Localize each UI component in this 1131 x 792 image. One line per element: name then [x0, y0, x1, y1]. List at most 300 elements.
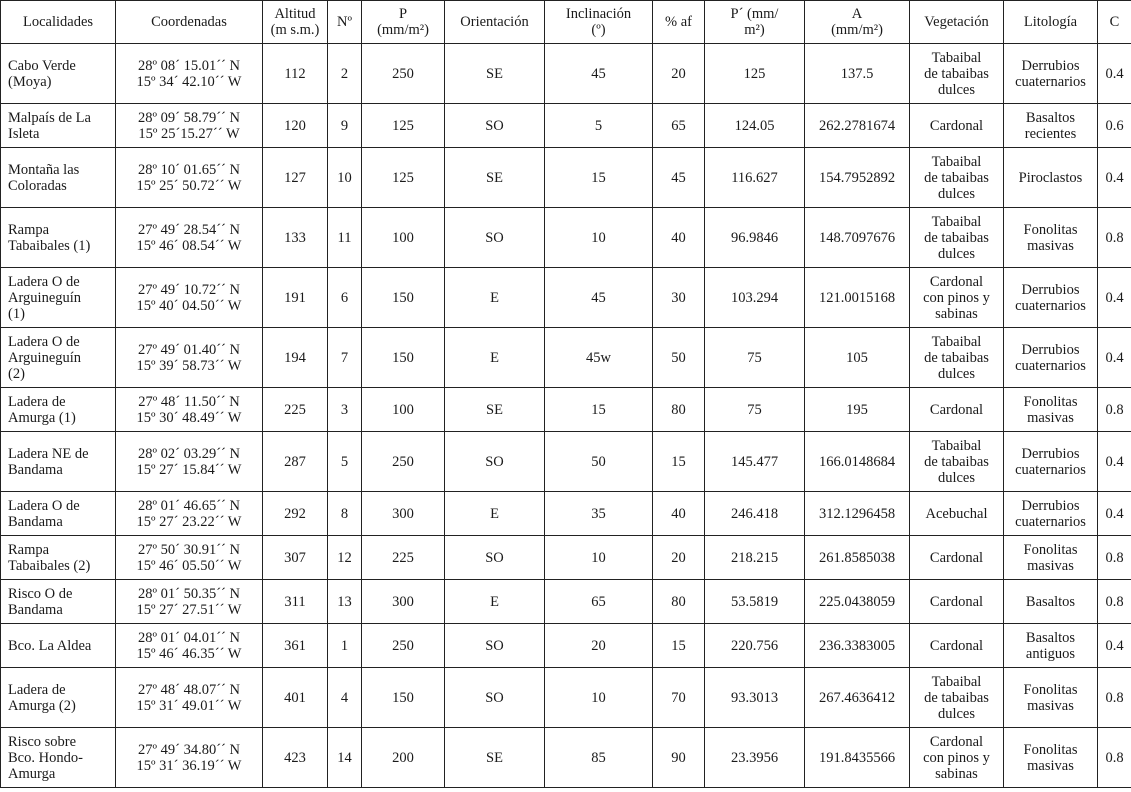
cell-c — [1098, 432, 1131, 492]
cell-text-af: 80 — [671, 401, 686, 418]
cell-numero — [328, 328, 362, 388]
cell-text-af: 15 — [671, 453, 686, 470]
cell-text-litologia: Basaltos — [1025, 593, 1076, 610]
cell-text-a: 267.4636412 — [818, 689, 896, 706]
cell-text-inclinacion: 20 — [591, 637, 606, 654]
cell-text-localidad: Bco. La Aldea — [8, 637, 92, 654]
cell-text-n: 11 — [337, 229, 352, 246]
cell-text-c: 0.4 — [1105, 169, 1124, 186]
cell-vegetacion — [910, 432, 1004, 492]
cell-text-orientacion: SO — [485, 637, 504, 654]
cell-a — [805, 536, 910, 580]
cell-orientacion — [445, 328, 545, 388]
header-label: Inclinación (º) — [565, 6, 632, 38]
cell-text-vegetacion: Tabaibal de tabaibas dulces — [924, 49, 989, 98]
cell-text-inclinacion: 10 — [591, 689, 606, 706]
cell-text-p2: 218.215 — [730, 549, 779, 566]
cell-c — [1098, 728, 1131, 788]
cell-c — [1098, 268, 1131, 328]
cell-text-inclinacion: 15 — [591, 169, 606, 186]
table-row — [1, 104, 1131, 148]
cell-af — [653, 268, 705, 328]
header-label: % af — [665, 14, 692, 30]
cell-numero — [328, 624, 362, 668]
cell-altitud — [263, 328, 328, 388]
cell-text-localidad: Malpaís de La Isleta — [8, 109, 91, 142]
table-header — [1, 1, 1131, 44]
cell-localidad — [1, 268, 116, 328]
cell-numero — [328, 728, 362, 788]
cell-text-p2: 145.477 — [730, 453, 779, 470]
cell-text-n: 6 — [340, 289, 349, 306]
cell-af — [653, 388, 705, 432]
cell-coordenadas — [116, 728, 263, 788]
cell-text-orientacion: E — [490, 289, 499, 306]
cell-vegetacion — [910, 268, 1004, 328]
cell-inclinacion — [545, 624, 653, 668]
cell-localidad — [1, 492, 116, 536]
cell-text-a: 148.7097676 — [818, 229, 896, 246]
cell-precipitacion — [362, 536, 445, 580]
cell-text-c: 0.8 — [1105, 593, 1124, 610]
cell-coordenadas — [116, 432, 263, 492]
cell-text-litologia: Derrubios cuaternarios — [1015, 341, 1086, 374]
cell-coordenadas — [116, 668, 263, 728]
cell-text-n: 3 — [340, 401, 349, 418]
cell-precipitacion — [362, 388, 445, 432]
cell-c — [1098, 624, 1131, 668]
cell-text-orientacion: SE — [486, 401, 503, 418]
cell-orientacion — [445, 268, 545, 328]
cell-text-litologia: Basaltos recientes — [1024, 109, 1077, 142]
table-body — [1, 44, 1131, 788]
cell-text-vegetacion: Acebuchal — [925, 505, 988, 522]
cell-c — [1098, 580, 1131, 624]
cell-text-p: 100 — [392, 401, 414, 418]
header-label: Vegetación — [924, 14, 989, 30]
cell-text-altitud: 307 — [284, 549, 306, 566]
cell-text-coord: 27º 48´ 48.07´´ N 15º 31´ 49.01´´ W — [136, 681, 242, 714]
cell-text-c: 0.8 — [1105, 229, 1124, 246]
cell-precipitacion — [362, 668, 445, 728]
cell-text-coord: 28º 01´ 04.01´´ N 15º 46´ 46.35´´ W — [136, 629, 242, 662]
cell-text-af: 20 — [671, 549, 686, 566]
cell-af — [653, 432, 705, 492]
cell-af — [653, 536, 705, 580]
cell-text-n: 12 — [337, 549, 352, 566]
cell-text-p: 125 — [392, 169, 414, 186]
cell-precipitacion — [362, 624, 445, 668]
cell-inclinacion — [545, 44, 653, 104]
cell-localidad — [1, 728, 116, 788]
cell-text-localidad: Risco sobre Bco. Hondo- Amurga — [8, 733, 83, 782]
cell-a — [805, 208, 910, 268]
cell-c — [1098, 148, 1131, 208]
cell-p-prima — [705, 668, 805, 728]
cell-text-n: 14 — [337, 749, 352, 766]
cell-text-altitud: 311 — [284, 593, 306, 610]
cell-litologia — [1004, 580, 1098, 624]
cell-a — [805, 432, 910, 492]
cell-text-vegetacion: Tabaibal de tabaibas dulces — [924, 673, 989, 722]
cell-text-coord: 27º 49´ 28.54´´ N 15º 46´ 08.54´´ W — [136, 221, 242, 254]
cell-af — [653, 668, 705, 728]
cell-text-localidad: Cabo Verde (Moya) — [8, 57, 76, 90]
cell-inclinacion — [545, 268, 653, 328]
cell-localidad — [1, 536, 116, 580]
cell-text-localidad: Rampa Tabaibales (1) — [8, 221, 91, 254]
cell-inclinacion — [545, 580, 653, 624]
cell-text-localidad: Montaña las Coloradas — [8, 161, 80, 194]
cell-text-orientacion: E — [490, 593, 499, 610]
table-row — [1, 44, 1131, 104]
cell-inclinacion — [545, 728, 653, 788]
cell-localidad — [1, 432, 116, 492]
cell-text-inclinacion: 45 — [591, 65, 606, 82]
header-cell — [1, 1, 116, 44]
cell-text-vegetacion: Tabaibal de tabaibas dulces — [924, 437, 989, 486]
cell-p-prima — [705, 328, 805, 388]
cell-text-altitud: 287 — [284, 453, 306, 470]
cell-c — [1098, 492, 1131, 536]
cell-text-p: 225 — [392, 549, 414, 566]
cell-text-c: 0.4 — [1105, 453, 1124, 470]
cell-inclinacion — [545, 492, 653, 536]
cell-litologia — [1004, 44, 1098, 104]
cell-vegetacion — [910, 388, 1004, 432]
cell-text-coord: 27º 49´ 10.72´´ N 15º 40´ 04.50´´ W — [136, 281, 242, 314]
cell-p-prima — [705, 268, 805, 328]
cell-coordenadas — [116, 388, 263, 432]
cell-af — [653, 728, 705, 788]
cell-text-altitud: 120 — [284, 117, 306, 134]
cell-numero — [328, 208, 362, 268]
table-row — [1, 208, 1131, 268]
cell-text-af: 90 — [671, 749, 686, 766]
cell-inclinacion — [545, 104, 653, 148]
cell-text-p2: 103.294 — [730, 289, 779, 306]
cell-af — [653, 44, 705, 104]
cell-orientacion — [445, 624, 545, 668]
cell-text-n: 9 — [340, 117, 349, 134]
cell-text-vegetacion: Tabaibal de tabaibas dulces — [924, 153, 989, 202]
cell-p-prima — [705, 208, 805, 268]
cell-altitud — [263, 624, 328, 668]
cell-text-orientacion: SO — [485, 117, 504, 134]
cell-text-af: 45 — [671, 169, 686, 186]
cell-text-n: 7 — [340, 349, 349, 366]
table-row — [1, 432, 1131, 492]
cell-text-n: 4 — [340, 689, 349, 706]
cell-numero — [328, 148, 362, 208]
header-cell — [1098, 1, 1131, 44]
cell-localidad — [1, 44, 116, 104]
cell-numero — [328, 104, 362, 148]
cell-a — [805, 104, 910, 148]
cell-text-litologia: Piroclastos — [1018, 169, 1083, 186]
header-cell — [1004, 1, 1098, 44]
cell-text-c: 0.4 — [1105, 349, 1124, 366]
header-cell — [805, 1, 910, 44]
cell-text-a: 225.0438059 — [818, 593, 896, 610]
cell-numero — [328, 388, 362, 432]
cell-text-n: 2 — [340, 65, 349, 82]
cell-orientacion — [445, 148, 545, 208]
cell-text-localidad: Ladera de Amurga (2) — [8, 681, 76, 714]
cell-p-prima — [705, 104, 805, 148]
cell-a — [805, 148, 910, 208]
cell-inclinacion — [545, 668, 653, 728]
header-label: P´ (mm/ m²) — [730, 6, 779, 38]
cell-coordenadas — [116, 624, 263, 668]
cell-coordenadas — [116, 104, 263, 148]
cell-text-p2: 53.5819 — [730, 593, 779, 610]
cell-orientacion — [445, 208, 545, 268]
cell-text-coord: 27º 49´ 01.40´´ N 15º 39´ 58.73´´ W — [136, 341, 242, 374]
cell-numero — [328, 580, 362, 624]
cell-text-c: 0.4 — [1105, 637, 1124, 654]
cell-vegetacion — [910, 624, 1004, 668]
cell-a — [805, 268, 910, 328]
cell-text-vegetacion: Cardonal con pinos y sabinas — [923, 733, 990, 782]
header-cell — [362, 1, 445, 44]
cell-text-inclinacion: 15 — [591, 401, 606, 418]
cell-litologia — [1004, 388, 1098, 432]
cell-precipitacion — [362, 492, 445, 536]
cell-precipitacion — [362, 728, 445, 788]
cell-text-localidad: Risco O de Bandama — [8, 585, 73, 618]
cell-text-c: 0.4 — [1105, 505, 1124, 522]
cell-text-localidad: Ladera NE de Bandama — [8, 445, 89, 478]
cell-vegetacion — [910, 148, 1004, 208]
cell-p-prima — [705, 432, 805, 492]
cell-inclinacion — [545, 148, 653, 208]
cell-text-vegetacion: Tabaibal de tabaibas dulces — [924, 333, 989, 382]
cell-text-p: 150 — [392, 689, 414, 706]
cell-text-af: 15 — [671, 637, 686, 654]
cell-litologia — [1004, 328, 1098, 388]
cell-text-c: 0.8 — [1105, 401, 1124, 418]
cell-text-p2: 93.3013 — [730, 689, 779, 706]
cell-coordenadas — [116, 44, 263, 104]
table-row — [1, 268, 1131, 328]
cell-text-a: 166.0148684 — [818, 453, 896, 470]
cell-precipitacion — [362, 328, 445, 388]
cell-coordenadas — [116, 328, 263, 388]
cell-text-localidad: Ladera O de Arguineguín (1) — [8, 273, 82, 322]
cell-text-orientacion: E — [490, 505, 499, 522]
header-label: Litología — [1023, 14, 1078, 30]
cell-text-inclinacion: 45 — [591, 289, 606, 306]
cell-text-inclinacion: 65 — [591, 593, 606, 610]
cell-precipitacion — [362, 208, 445, 268]
cell-altitud — [263, 492, 328, 536]
cell-inclinacion — [545, 328, 653, 388]
cell-p-prima — [705, 148, 805, 208]
cell-p-prima — [705, 44, 805, 104]
cell-c — [1098, 208, 1131, 268]
cell-text-litologia: Derrubios cuaternarios — [1015, 281, 1086, 314]
cell-text-litologia: Basaltos antiguos — [1025, 629, 1076, 662]
cell-vegetacion — [910, 728, 1004, 788]
cell-text-orientacion: SE — [486, 169, 503, 186]
cell-text-af: 30 — [671, 289, 686, 306]
cell-a — [805, 728, 910, 788]
cell-precipitacion — [362, 148, 445, 208]
cell-a — [805, 388, 910, 432]
cell-text-p2: 116.627 — [731, 169, 778, 186]
cell-text-orientacion: SE — [486, 65, 503, 82]
cell-c — [1098, 536, 1131, 580]
cell-text-litologia: Derrubios cuaternarios — [1015, 497, 1086, 530]
cell-a — [805, 328, 910, 388]
cell-a — [805, 44, 910, 104]
cell-text-a: 262.2781674 — [818, 117, 896, 134]
cell-text-altitud: 112 — [284, 65, 306, 82]
header-label: Orientación — [460, 14, 529, 30]
cell-altitud — [263, 728, 328, 788]
cell-numero — [328, 668, 362, 728]
cell-text-localidad: Ladera de Amurga (1) — [8, 393, 76, 426]
header-label: Localidades — [22, 14, 94, 30]
cell-orientacion — [445, 536, 545, 580]
table-row — [1, 148, 1131, 208]
cell-text-a: 195 — [846, 401, 868, 418]
cell-af — [653, 208, 705, 268]
cell-text-af: 50 — [671, 349, 686, 366]
cell-inclinacion — [545, 388, 653, 432]
cell-text-altitud: 361 — [284, 637, 306, 654]
cell-localidad — [1, 388, 116, 432]
cell-text-a: 154.7952892 — [818, 169, 896, 186]
cell-text-coord: 28º 09´ 58.79´´ N 15º 25´15.27´´ W — [138, 109, 240, 142]
cell-text-p: 200 — [392, 749, 414, 766]
table-row — [1, 388, 1131, 432]
cell-text-litologia: Fonolitas masivas — [1023, 393, 1078, 426]
cell-altitud — [263, 208, 328, 268]
cell-litologia — [1004, 668, 1098, 728]
cell-orientacion — [445, 668, 545, 728]
cell-text-af: 40 — [671, 229, 686, 246]
cell-text-altitud: 401 — [284, 689, 306, 706]
cell-text-n: 5 — [340, 453, 349, 470]
header-cell — [445, 1, 545, 44]
cell-localidad — [1, 148, 116, 208]
cell-c — [1098, 668, 1131, 728]
cell-p-prima — [705, 388, 805, 432]
cell-text-n: 1 — [340, 637, 349, 654]
cell-text-orientacion: SE — [486, 749, 503, 766]
cell-litologia — [1004, 104, 1098, 148]
cell-text-a: 121.0015168 — [818, 289, 896, 306]
cell-p-prima — [705, 536, 805, 580]
cell-vegetacion — [910, 104, 1004, 148]
cell-litologia — [1004, 208, 1098, 268]
cell-text-orientacion: E — [490, 349, 499, 366]
cell-text-c: 0.8 — [1105, 549, 1124, 566]
cell-text-p2: 124.05 — [734, 117, 775, 134]
cell-text-altitud: 133 — [284, 229, 306, 246]
cell-af — [653, 328, 705, 388]
cell-af — [653, 624, 705, 668]
cell-text-litologia: Derrubios cuaternarios — [1015, 445, 1086, 478]
cell-text-vegetacion: Cardonal — [929, 117, 984, 134]
table-row — [1, 580, 1131, 624]
cell-c — [1098, 328, 1131, 388]
cell-text-af: 20 — [671, 65, 686, 82]
cell-text-c: 0.4 — [1105, 65, 1124, 82]
cell-text-p: 150 — [392, 349, 414, 366]
header-cell — [653, 1, 705, 44]
cell-altitud — [263, 148, 328, 208]
cell-text-litologia: Fonolitas masivas — [1023, 541, 1078, 574]
cell-p-prima — [705, 580, 805, 624]
cell-text-p2: 246.418 — [730, 505, 779, 522]
cell-orientacion — [445, 104, 545, 148]
header-label: C — [1109, 14, 1120, 30]
cell-altitud — [263, 44, 328, 104]
cell-a — [805, 668, 910, 728]
cell-text-a: 312.1296458 — [818, 505, 896, 522]
cell-numero — [328, 44, 362, 104]
cell-text-c: 0.6 — [1105, 117, 1124, 134]
cell-localidad — [1, 668, 116, 728]
cell-numero — [328, 536, 362, 580]
cell-text-a: 137.5 — [840, 65, 874, 82]
cell-text-altitud: 194 — [284, 349, 306, 366]
cell-c — [1098, 44, 1131, 104]
cell-c — [1098, 104, 1131, 148]
cell-text-af: 70 — [671, 689, 686, 706]
cell-litologia — [1004, 148, 1098, 208]
cell-text-vegetacion: Tabaibal de tabaibas dulces — [924, 213, 989, 262]
cell-text-vegetacion: Cardonal — [929, 593, 984, 610]
cell-text-inclinacion: 35 — [591, 505, 606, 522]
cell-text-orientacion: SO — [485, 689, 504, 706]
cell-altitud — [263, 268, 328, 328]
cell-text-litologia: Fonolitas masivas — [1023, 681, 1078, 714]
cell-precipitacion — [362, 432, 445, 492]
cell-text-a: 236.3383005 — [818, 637, 896, 654]
cell-text-coord: 28º 10´ 01.65´´ N 15º 25´ 50.72´´ W — [136, 161, 242, 194]
cell-p-prima — [705, 728, 805, 788]
cell-text-p2: 75 — [747, 401, 762, 418]
header-cell — [263, 1, 328, 44]
cell-text-p: 100 — [392, 229, 414, 246]
cell-vegetacion — [910, 208, 1004, 268]
cell-text-inclinacion: 10 — [591, 549, 606, 566]
cell-text-vegetacion: Cardonal — [929, 637, 984, 654]
cell-text-inclinacion: 50 — [591, 453, 606, 470]
cell-text-p: 300 — [392, 593, 414, 610]
cell-text-orientacion: SO — [485, 453, 504, 470]
cell-text-orientacion: SO — [485, 229, 504, 246]
cell-precipitacion — [362, 104, 445, 148]
cell-coordenadas — [116, 268, 263, 328]
cell-text-a: 261.8585038 — [818, 549, 896, 566]
cell-text-litologia: Fonolitas masivas — [1023, 221, 1078, 254]
cell-text-orientacion: SO — [485, 549, 504, 566]
cell-text-a: 191.8435566 — [818, 749, 896, 766]
cell-text-localidad: Ladera O de Arguineguín (2) — [8, 333, 82, 382]
table-row — [1, 728, 1131, 788]
header-cell — [328, 1, 362, 44]
header-label: Coordenadas — [151, 14, 227, 30]
table-row — [1, 536, 1131, 580]
cell-text-altitud: 225 — [284, 401, 306, 418]
cell-text-coord: 27º 48´ 11.50´´ N 15º 30´ 48.49´´ W — [136, 393, 242, 426]
cell-orientacion — [445, 432, 545, 492]
